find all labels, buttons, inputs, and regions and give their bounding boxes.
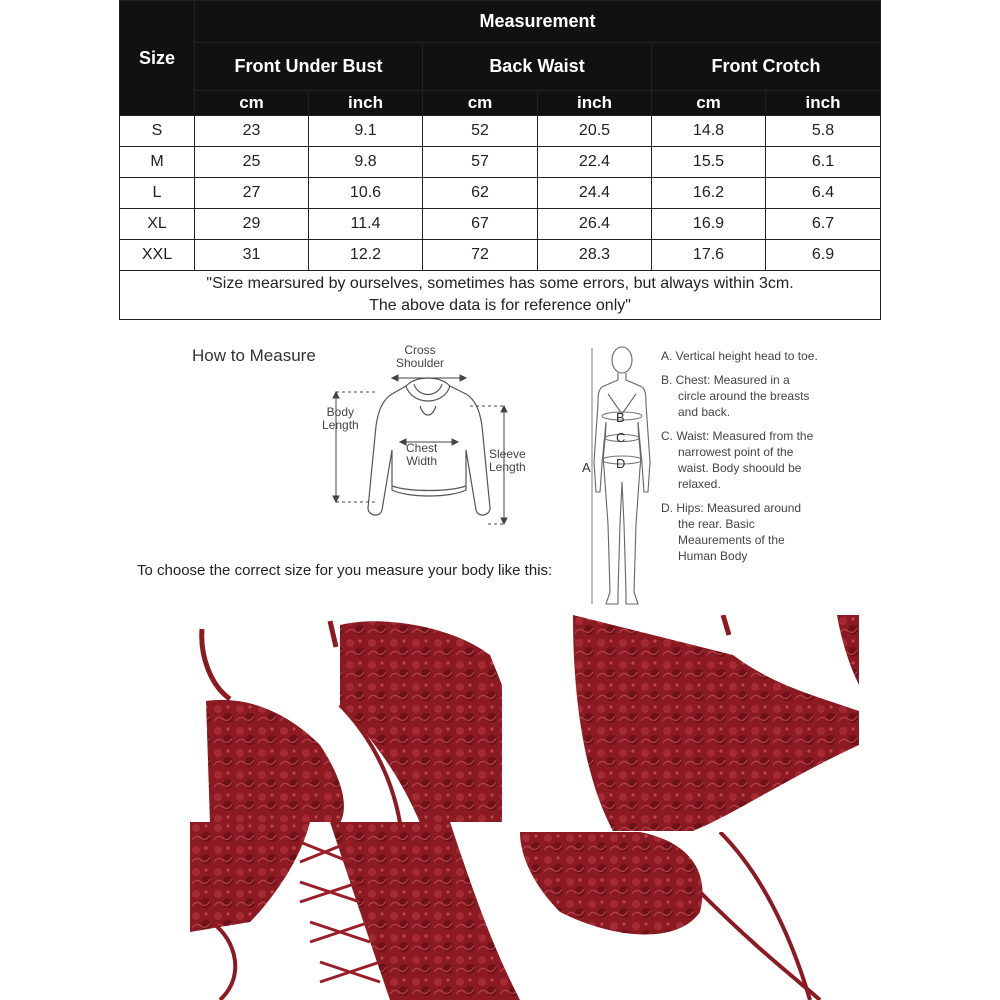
size-cell: S [120,116,195,147]
measurement-header: Measurement [195,1,881,43]
table-cell: 6.4 [766,178,881,209]
table-cell: 72 [423,240,538,271]
table-row [120,240,881,271]
table-row [120,209,881,240]
cross-shoulder-label: Cross Shoulder [396,343,445,370]
table-cell: 12.2 [309,240,423,271]
note-waist: C. Waist: Measured from the narrowest point of the waist. Body shoould be relaxed. [661,429,814,491]
size-chart-table [119,0,881,320]
table-cell: 5.8 [766,116,881,147]
table-cell: 29 [195,209,309,240]
table-cell: 24.4 [538,178,652,209]
table-cell: 6.9 [766,240,881,271]
size-cell: M [120,147,195,178]
size-cell: XL [120,209,195,240]
table-cell: 27 [195,178,309,209]
table-cell: 11.4 [309,209,423,240]
table-row [120,178,881,209]
table-row [120,147,881,178]
table-cell: 6.1 [766,147,881,178]
table-cell: 52 [423,116,538,147]
note-hips: D. Hips: Measured around the rear. Basic Meaurements of the Human Body [661,501,802,563]
unit-header: inch [538,91,652,116]
unit-header: inch [309,91,423,116]
measurement-disclaimer [120,271,881,320]
table-cell: 9.1 [309,116,423,147]
table-cell: 20.5 [538,116,652,147]
unit-header: cm [423,91,538,116]
size-header: Size [120,1,195,116]
sleeve-length-label: Sleeve Length [489,447,526,474]
unit-header: cm [652,91,766,116]
table-cell: 62 [423,178,538,209]
disclaimer-line: "Size mearsured by ourselves, sometimes has some errors, but always within 3cm. [206,275,794,292]
unit-header: cm [195,91,309,116]
table-cell: 6.7 [766,209,881,240]
product-photo-front [190,615,502,823]
table-cell: 23 [195,116,309,147]
table-cell: 10.6 [309,178,423,209]
table-cell: 15.5 [652,147,766,178]
table-cell: 28.3 [538,240,652,271]
section-front-crotch: Front Crotch [652,43,881,91]
table-cell: 57 [423,147,538,178]
choose-size-instruction: To choose the correct size for you measure your body like this: [137,562,553,579]
table-cell: 17.6 [652,240,766,271]
table-cell: 22.4 [538,147,652,178]
body-figure-diagram [578,342,654,614]
disclaimer-line: The above data is for reference only" [369,297,631,314]
product-photo-bottom [520,832,860,1000]
section-front-under-bust: Front Under Bust [195,43,423,91]
table-cell: 26.4 [538,209,652,240]
product-photo-lace-up [190,822,520,1000]
note-height: A. Vertical height head to toe. [661,349,818,363]
size-cell: XXL [120,240,195,271]
table-cell: 9.8 [309,147,423,178]
table-cell: 67 [423,209,538,240]
how-to-measure-title: How to Measure [192,346,316,365]
table-cell: 14.8 [652,116,766,147]
body-length-label: Body Length [322,405,359,432]
unit-header: inch [766,91,881,116]
figure-letter-c: C [616,430,626,445]
table-cell: 25 [195,147,309,178]
note-chest: B. Chest: Measured in a circle around the breasts and back. [661,373,810,419]
chest-width-label: Chest Width [406,441,438,468]
section-back-waist: Back Waist [423,43,652,91]
figure-letter-b: B [616,410,625,425]
table-note-row [120,271,881,320]
size-cell: L [120,178,195,209]
product-photo-cup-detail [573,615,859,831]
table-cell: 31 [195,240,309,271]
figure-letter-a: A [582,460,591,475]
body-measure-notes [661,348,821,616]
table-row [120,116,881,147]
figure-letter-d: D [616,456,626,471]
table-cell: 16.9 [652,209,766,240]
table-cell: 16.2 [652,178,766,209]
